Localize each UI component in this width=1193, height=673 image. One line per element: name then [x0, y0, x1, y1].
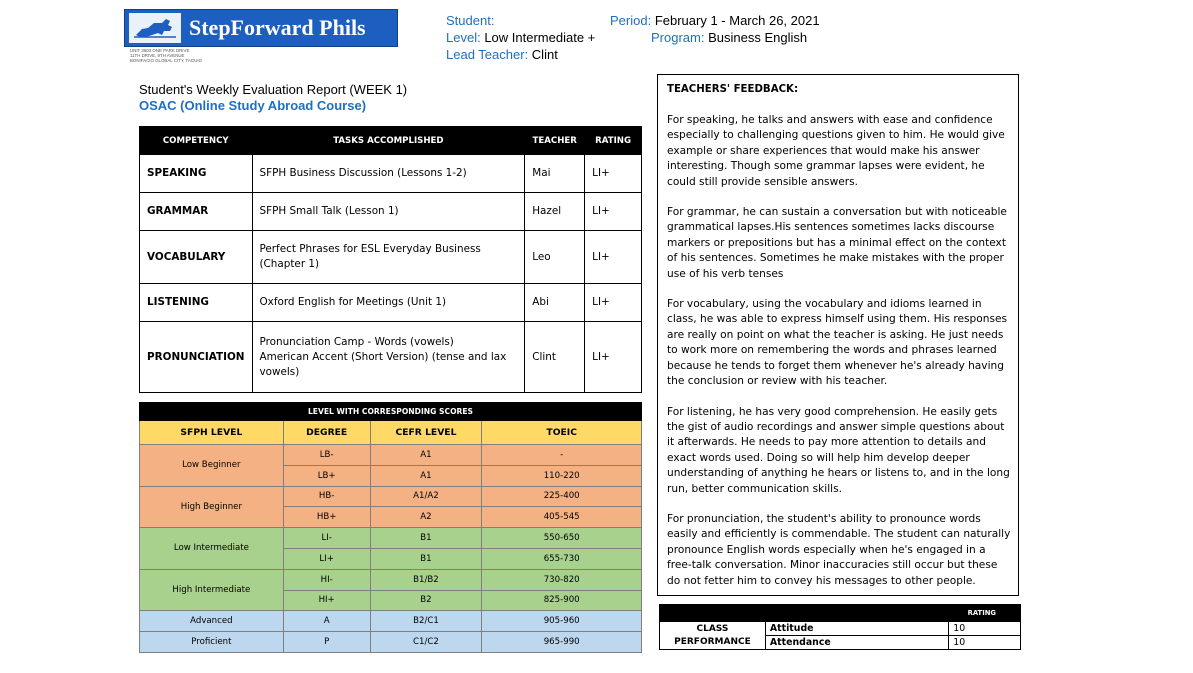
col-sfph-level: SFPH LEVEL: [140, 421, 284, 445]
feedback-body: [667, 113, 1013, 604]
table-row: Proficient P C1/C2 965-990: [140, 632, 642, 653]
lead-teacher-field: Lead Teacher: Clint: [446, 47, 558, 62]
col-toeic: TOEIC: [482, 421, 642, 445]
table-row: SPEAKING SFPH Business Discussion (Lessons 1-2) Mai LI+: [140, 155, 642, 193]
col-tasks: TASKS ACCOMPLISHED: [252, 127, 525, 155]
dog-mascot-icon: [129, 13, 181, 43]
table-row: PRONUNCIATION Pronunciation Camp - Words (vowels) American Accent (Short Version) (tense and lax vowels) Clint LI+: [140, 322, 642, 393]
rating-header: RATING: [660, 605, 1021, 622]
level-scores-table: [139, 402, 642, 653]
table-row: High Intermediate HI- B1/B2 730-820: [140, 569, 642, 590]
table-row: Low Intermediate LI- B1 550-650: [140, 528, 642, 549]
class-performance-label: CLASS PERFORMANCE: [660, 622, 766, 650]
student-field: Student:: [446, 13, 586, 28]
competency-table: [139, 126, 642, 393]
feedback-pronunciation: For pronunciation, the student's ability to pronounce words easily and efficiently is commendable. The student can naturally pronounce English words especially when he's engaged in a free-talk conversation. Minor inaccuracies still occur but these do not fetter him to convey his messages to other people.: [667, 512, 1011, 587]
feedback-listening: For listening, he has very good comprehension. He easily gets the gist of audio recordings and answer simple questions about it afterwards. He needs to pay more attention to details and exact words used. Doing so will help him develop deeper understanding of anything he hears or listens to, and in the long run, better communication skills.: [667, 405, 1010, 495]
company-address: UNIT 3603 ONE PARK DRIVE 11TH DRIVE, 9TH AVENUE BONIFACIO GLOBAL CITY, TAGUIG: [130, 48, 203, 63]
table-row: VOCABULARY Perfect Phrases for ESL Everyday Business (Chapter 1) Leo LI+: [140, 231, 642, 284]
teachers-feedback-box: [657, 74, 1019, 596]
feedback-speaking: For speaking, he talks and answers with ease and confidence especially to challenging questions given to him. He would give example or share experiences that would make his answer interesting. Though some grammar lapses were evident, he could still provide sensible answers.: [667, 114, 1005, 188]
program-field: Program: Business English: [651, 30, 808, 45]
col-competency: COMPETENCY: [140, 127, 253, 155]
table-row: LB+ A1 110-220: [140, 465, 642, 486]
table-row: HB+ A2 405-545: [140, 507, 642, 528]
table-row: Advanced A B2/C1 905-960: [140, 611, 642, 632]
level-table-caption: LEVEL WITH CORRESPONDING SCORES: [140, 403, 642, 421]
report-subtitle: OSAC (Online Study Abroad Course): [139, 98, 367, 113]
period-field: Period: February 1 - March 26, 2021: [610, 13, 820, 28]
table-row: Attendance 10: [660, 636, 1021, 650]
table-row: Low Beginner LB- A1 -: [140, 445, 642, 466]
table-row: LI+ B1 655-730: [140, 548, 642, 569]
logo-text: StepForward Phils: [189, 15, 366, 40]
feedback-vocabulary: For vocabulary, using the vocabulary and idioms learned in class, he was able to express himself using them. His responses are really on point on what the teacher is asking. He just needs to work more on remembering the words and phrases learned because he tends to forget them whenever he's already having the conclusion or review with his teacher.: [667, 298, 1008, 388]
col-teacher: TEACHER: [525, 127, 585, 155]
col-rating: RATING: [585, 127, 642, 155]
class-performance-table: [659, 604, 1021, 650]
student-name-redacted: [498, 16, 586, 28]
report-title: Student's Weekly Evaluation Report (WEEK 1): [139, 82, 408, 97]
col-cefr: CEFR LEVEL: [370, 421, 482, 445]
table-row: High Beginner HB- A1/A2 225-400: [140, 486, 642, 507]
table-row: GRAMMAR SFPH Small Talk (Lesson 1) Hazel LI+: [140, 193, 642, 231]
feedback-grammar: For grammar, he can sustain a conversation but with noticeable grammatical lapses.His sentences sometimes lacks discourse markers or prepositions but has a minimal effect on the context of his sentences. Sometimes he make mistakes with the proper use of his verb tenses: [667, 206, 1007, 280]
level-field: Level: Low Intermediate +: [446, 30, 596, 45]
table-row: LISTENING Oxford English for Meetings (Unit 1) Abi LI+: [140, 284, 642, 322]
feedback-title: TEACHERS' FEEDBACK:: [667, 84, 799, 95]
table-row: HI+ B2 825-900: [140, 590, 642, 611]
company-logo: [124, 9, 398, 47]
col-degree: DEGREE: [283, 421, 370, 445]
table-row: CLASS PERFORMANCE Attitude 10: [660, 622, 1021, 636]
